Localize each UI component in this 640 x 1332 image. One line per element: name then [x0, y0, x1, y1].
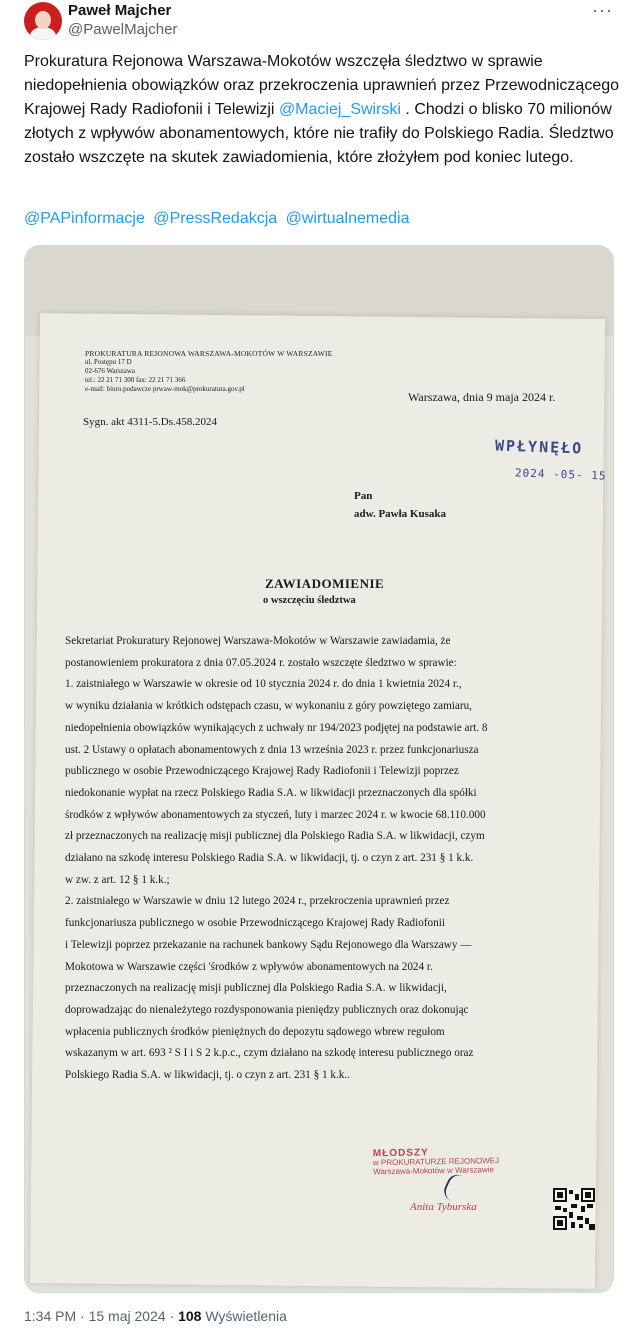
qr-code-icon [553, 1188, 595, 1230]
mention-link[interactable]: @PAPinformacje [24, 210, 145, 227]
body-line: przeznaczonych na realizację misji publicznej dla Polskiego Radia S.A. w likwidacji, [65, 982, 447, 995]
post-timestamp[interactable]: 1:34 PM · 15 maj 2024 · [24, 1308, 179, 1324]
body-line: w wyniku działania w krótkich odstępach czasu, w wykonaniu z góry powziętego zamiaru, [65, 700, 472, 713]
header-line: PROKURATURA REJONOWA WARSZAWA-MOKOTÓW W WARSZAWIE [85, 349, 333, 358]
body-line: Mokotowa w Warszawie części 'środków z wpływów abonamentowych na 2024 r. [65, 960, 433, 973]
more-options-icon[interactable]: ··· [592, 0, 613, 20]
body-line: niedopełnienia obowiązków wynikających z uchwały nr 194/2023 podjętej na podstawie art. 8 [65, 721, 488, 734]
header-line: ul. Postępu 17 D [85, 358, 132, 366]
document-date: Warszawa, dnia 9 maja 2024 r. [408, 390, 556, 404]
mention-link[interactable]: @Maciej_Swirski [278, 101, 401, 118]
tweet-text-part: Prokuratura Rejonowa Warszawa-Mokotów wszczęła śledztwo w sprawie niedopełnienia obowiązków oraz przekroczenia uprawnień przez Przewodniczącego Krajowej Rady Radiofonii i Telewizji [24, 53, 620, 118]
body-line: 1. zaistniałego w Warszawie w okresie od 10 stycznia 2024 r. do dnia 1 kwietnia 2024 r., [65, 678, 462, 691]
tweet-text-part: . Chodzi o blisko 70 milionów złotych z wpływów abonamentowych, które nie trafiły do Polskiego Radia. Śledztwo zostało wszczęte na skutek zawiadomienia, które złożyłem pod koniec lutego. [24, 101, 614, 166]
body-line: funkcjonariusza publicznego w osobie Przewodniczącego Krajowej Rady Radiofonii [65, 917, 445, 930]
views-label: Wyświetlenia [201, 1308, 287, 1324]
author-handle[interactable]: @PawelMajcher [68, 21, 178, 38]
body-line: doprowadzając do nienależytego rozdysponowania pieniędzy publicznych oraz dokonując [65, 1003, 469, 1016]
addressee-line: adw. Pawła Kusaka [354, 508, 446, 520]
header-line: 02-676 Warszawa [85, 367, 136, 375]
mention-link[interactable]: @wirtualnemedia [285, 210, 410, 227]
tweet-media-image[interactable] [24, 245, 614, 1293]
body-line: publicznego w osobie Przewodniczącego Krajowej Rady Radiofonii i Telewizji poprzez [65, 765, 459, 778]
avatar[interactable] [24, 2, 62, 40]
body-line: w zw. z art. 12 § 1 k.k.; [65, 873, 170, 886]
document-subtitle: o wszczęciu śledztwa [263, 595, 356, 606]
received-stamp: WPŁYNĘŁO [494, 436, 584, 458]
body-line: postanowieniem prokuratora z dnia 07.05.2024 r. zostało wszczęte śledztwo w sprawie: [65, 656, 457, 669]
header-line: e-mail: biuro.podawcze prwaw-mok@prokuratura.gov.pl [85, 385, 245, 393]
view-count: 108 [178, 1308, 202, 1324]
document-body [65, 631, 585, 1087]
document-title: ZAWIADOMIENIE [265, 576, 385, 591]
signature-name: Anita Tyburska [410, 1201, 477, 1213]
body-line: i Telewizji poprzez przekazanie na rachunek bankowy Sądu Rejonowego dla Warszawy — [65, 938, 472, 951]
mention-link[interactable]: @PressRedakcja [153, 210, 278, 227]
mentions-line [24, 210, 413, 228]
stamp-line: w PROKURATURZE REJONOWEJ [372, 1156, 500, 1168]
author-name[interactable]: Paweł Majcher [68, 2, 172, 19]
document [25, 246, 614, 1293]
body-line: zł przeznaczonych na realizację misji publicznej dla Polskiego Radia S.A. w likwidacji, czym [65, 830, 485, 843]
prosecutor-header [85, 349, 333, 394]
tweet-text [24, 50, 624, 170]
case-reference: Sygn. akt 4311-5.Ds.458.2024 [83, 416, 218, 428]
addressee-line: Pan [354, 490, 373, 502]
avatar-face-shape [35, 11, 51, 29]
stamp-line: Warszawa-Mokotów w Warszawie [373, 1165, 494, 1177]
tweet-footer [24, 1308, 287, 1324]
body-line: działano na szkodę interesu Polskiego Radia S.A. w likwidacji, tj. o czyn z art. 231 § 1 k.k. [65, 852, 474, 865]
body-line: wskazanym w art. 693 ² S I i S 2 k.p.c., czym działano na szkodę interesu publicznego oraz [65, 1047, 474, 1060]
header-line: tel.: 22 21 71 300 fax: 22 21 71 366 [85, 376, 186, 384]
body-line: Polskiego Radia S.A. w likwidacji, tj. o czyn z art. 231 § 1 k.k.. [65, 1069, 350, 1082]
body-line: środków z wpływów abonamentowych za styczeń, luty i marzec 2024 r. w kwocie 68.110.000 [65, 808, 486, 821]
body-line: wpłacenia publicznych środków pieniężnych do depozytu sądowego wbrew regułom [65, 1025, 445, 1038]
body-line: ust. 2 Ustawy o opłatach abonamentowych z dnia 13 września 2023 r. przez funkcjonariusza [65, 743, 479, 756]
body-line: niedokonanie wypłat na rzecz Polskiego Radia S.A. w likwidacji przeznaczonych dla spółki [65, 786, 477, 799]
body-line: 2. zaistniałego w Warszawie w dniu 12 lutego 2024 r., przekroczenia uprawnień przez [65, 895, 450, 908]
official-stamp [373, 1147, 523, 1177]
received-stamp-date: 2024 -05- 15 [514, 466, 607, 483]
body-line: Sekretariat Prokuratury Rejonowej Warszawa-Mokotów w Warszawie zawiadamia, że [65, 635, 451, 647]
stamp-line: MŁODSZY [372, 1147, 429, 1160]
